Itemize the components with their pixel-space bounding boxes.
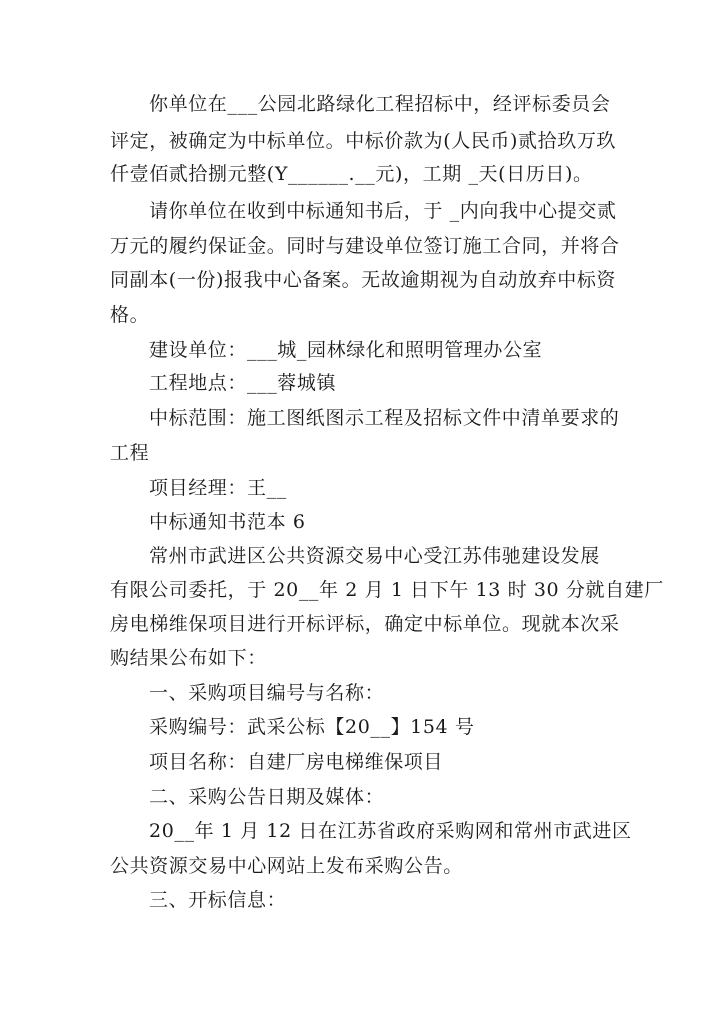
paragraph-line: 常州市武进区公共资源交易中心受江苏伟驰建设发展 — [149, 545, 600, 567]
paragraph-line: 仟壹佰贰拾捌元整(Y______.__元)，工期 _天(日历日)。 — [110, 163, 593, 185]
paragraph-line: 评定，被确定为中标单位。中标价款为(人民币)贰拾玖万玖 — [110, 130, 617, 152]
paragraph-line: 购结果公布如下： — [110, 647, 267, 669]
paragraph-line: 请你单位在收到中标通知书后，于 _内向我中心提交贰 — [149, 200, 617, 222]
paragraph-line: 二、采购公告日期及媒体： — [149, 786, 385, 808]
section-heading: 中标通知书范本 6 — [149, 511, 306, 533]
paragraph-line: 有限公司委托，于 20__年 2 月 1 日下午 13 时 30 分就自建厂 — [110, 579, 664, 601]
paragraph-line: 项目经理：王__ — [149, 477, 287, 499]
paragraph-line: 三、开标信息： — [149, 889, 287, 911]
paragraph-line: 一、采购项目编号与名称： — [149, 682, 385, 704]
paragraph-line: 中标范围：施工图纸图示工程及招标文件中清单要求的 — [149, 407, 620, 429]
paragraph-line: 建设单位：___城_园林绿化和照明管理办公室 — [149, 339, 543, 361]
paragraph-line: 工程地点：___蓉城镇 — [149, 372, 337, 394]
paragraph-line: 公共资源交易中心网站上发布采购公告。 — [110, 855, 463, 877]
paragraph-line: 工程 — [110, 442, 150, 464]
paragraph-line: 房电梯维保项目进行开标评标，确定中标单位。现就本次采 — [110, 613, 620, 635]
paragraph-line: 万元的履约保证金。同时与建设单位签订施工合同，并将合 — [110, 235, 620, 257]
paragraph-line: 格。 — [110, 304, 150, 326]
paragraph-line: 你单位在___公园北路绿化工程招标中，经评标委员会 — [149, 93, 611, 115]
paragraph-line: 同副本(一份)报我中心备案。无故逾期视为自动放弃中标资 — [110, 269, 617, 291]
paragraph-line: 项目名称：自建厂房电梯维保项目 — [149, 751, 444, 773]
paragraph-line: 20__年 1 月 12 日在江苏省政府采购网和常州市武进区 — [149, 820, 632, 842]
paragraph-line: 采购编号：武采公标【20__】154 号 — [149, 716, 475, 738]
